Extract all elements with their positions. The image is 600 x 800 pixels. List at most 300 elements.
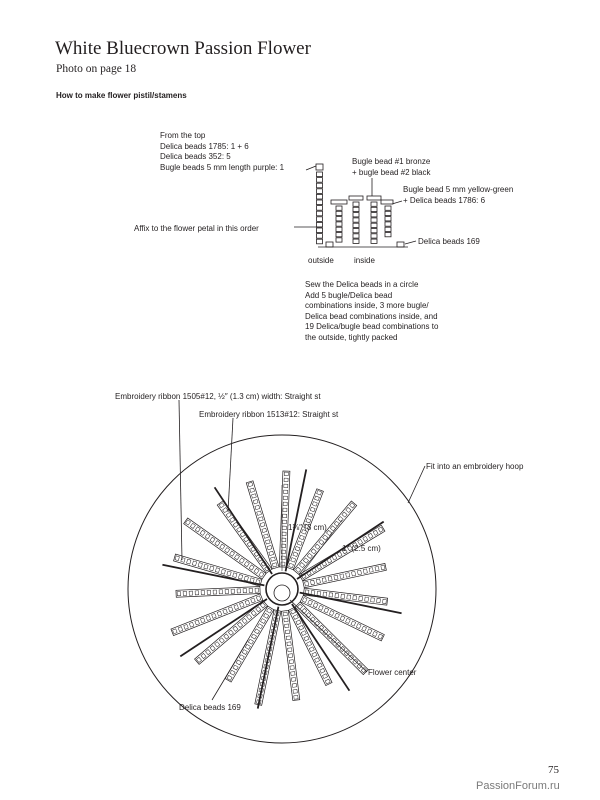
stamen-cap-right [367,196,381,200]
petal-bead [322,674,327,679]
petal-bead [225,589,229,593]
petal-bead [317,591,321,595]
petal-bead [201,591,205,595]
petal-bead [221,569,225,574]
delica169-leader [405,241,416,244]
petal-bead [204,564,208,569]
from-top-line: From the top [160,131,206,140]
petal-bead [230,670,235,675]
petal-bead [287,642,291,646]
petal-bead [184,624,189,629]
petal-bead [307,641,312,646]
petal-bead [257,511,262,515]
bugle1-line2: + bugle bead #2 black [352,167,431,177]
outside-bead [317,234,323,239]
petal-bead [230,551,235,556]
petal-bead [357,570,361,575]
petal-bead [253,499,258,503]
bugle5-line2: + Delica beads 1786: 6 [403,195,486,205]
petal-bead [245,644,250,649]
petal-bead [293,615,298,620]
petal-bead [181,558,185,563]
outside-bead [317,206,323,211]
petal-bead [237,589,241,593]
delica169-flower-label: Delica beads 169 [179,703,241,712]
petal-bead [319,540,324,545]
petal-bead [226,512,231,517]
petal-bead [291,672,295,676]
petal-bead [195,620,200,625]
petal-bead [282,526,286,530]
petal-bead [233,626,238,631]
outside-bead [317,189,323,194]
petal-bead [284,618,288,622]
petal-bead [283,508,287,512]
petal-bead [284,490,288,494]
petal-bead [373,530,378,535]
petal-bead [220,544,225,549]
petal-bead [365,597,369,601]
instructions-line1: Sew the Delica beads in a circle [305,280,419,289]
petal-bead [237,622,242,627]
petal-bead [290,666,294,670]
petal-bead [271,557,276,561]
petal-bead [187,559,191,564]
petal-bead [227,571,231,576]
petal-bead [299,625,304,630]
petal-bead [291,558,296,563]
petal-bead [215,568,219,573]
petal-bead [255,588,259,592]
petal-bead [323,629,328,634]
petal-bead [329,593,333,597]
bead-petal [279,471,290,567]
petal-bead [251,598,256,603]
petal-bead [312,502,317,507]
petal-bead [205,649,210,654]
petal-bead [304,636,309,641]
petal-bead [296,567,301,572]
petal-bead [244,576,248,581]
flower-center-ring [266,573,298,605]
petal-bead [210,537,215,542]
outside-bead [317,194,323,199]
outside-bead [317,222,323,227]
stamen-bead [353,207,359,211]
petal-bead [335,593,339,597]
petal-bead [327,634,332,639]
petal-bead [367,629,372,634]
petal-bead [201,653,206,658]
inside-bead-columns [336,202,391,243]
petal-bead [353,543,358,548]
petal-bead [227,675,232,680]
stamen-bead [336,222,342,226]
petal-bead [243,589,247,593]
petal-bead [347,595,351,599]
petal-bead [295,546,300,551]
petal-bead [267,545,272,549]
petal-bead [189,591,193,595]
inside-label: inside [354,256,375,265]
petal-bead [291,678,295,682]
petal-bead [264,534,269,538]
petal-bead [281,562,285,566]
petal-bead [267,608,272,613]
petal-bead [249,565,254,570]
petal-bead [228,630,233,635]
petal-bead [357,663,362,668]
petal-bead [307,553,312,558]
petal-bead [286,636,290,640]
petal-bead [257,624,262,629]
petal-bead [347,546,352,551]
petal-bead [247,614,252,619]
affix-label: Affix to the flower petal in this order [134,224,259,233]
petal-bead [240,602,245,607]
petal-bead [293,689,297,693]
petal-bead [283,514,287,518]
ribbon-1505-label: Embroidery ribbon 1505#12, ½″ (1.3 cm) width: Straight st [115,392,321,401]
delica-1785-line: Delica beads 1785: 1 + 6 [160,141,249,151]
petal-bead [363,536,368,541]
stamen-bead [385,217,391,221]
stamen-bead [371,218,377,222]
petal-bead [215,541,220,546]
petal-bead [173,629,178,634]
delica-352-line: Delica beads 352: 5 [160,152,231,161]
petal-bead [213,590,217,594]
stamen-bead [385,222,391,226]
petal-bead [330,526,335,531]
petal-bead [322,578,326,583]
stamen-bead [385,227,391,231]
petal-bead [353,596,357,600]
petal-bead [302,597,307,602]
stamen-bead [353,202,359,206]
petal-bead [358,539,363,544]
bead-petal [176,587,260,598]
petal-bead [239,655,244,660]
stamen-bead [385,206,391,210]
ribbon-1505-leader [179,400,182,560]
petal-bead [255,505,260,509]
stamen-bead [353,213,359,217]
stamen-bead [371,213,377,217]
petal-bead [317,490,322,495]
petal-bead [283,496,287,500]
section-heading: How to make flower pistil/stamens [56,91,187,100]
petal-bead [177,592,181,596]
flower-center-label: Flower center [368,668,417,677]
petal-bead [192,561,196,566]
petal-bead [285,630,289,634]
delica169-pistil-label: Delica beads 169 [418,237,480,246]
petal-bead [282,532,286,536]
petal-bead [352,571,356,576]
petal-bead [308,513,313,518]
petal-bead [223,609,228,614]
petal-bead [195,527,200,532]
petal-bead [217,611,222,616]
outside-bead [317,217,323,222]
bugle1-line1: Bugle bead #1 bronze [352,157,431,166]
instructions-line6: the outside, tightly packed [305,332,398,342]
outside-bead [317,211,323,216]
pistil-diagram [294,164,416,247]
stamen-cap-left [331,200,347,204]
petal-bead [269,551,274,555]
petal-bead [260,619,265,624]
flower-diagram [128,400,436,743]
petal-bead [315,658,320,663]
petal-bead [283,502,287,506]
bead-petal [195,601,268,665]
petal-bead [242,650,247,655]
base-bead-outside [326,242,333,247]
petal-bead [378,634,383,639]
petal-bead [371,598,375,602]
petal-bead [249,588,253,592]
stamen-bead [371,207,377,211]
petal-bead [317,663,322,668]
petal-bead [314,496,319,501]
petal-bead [210,646,215,651]
stamen-bead [336,238,342,242]
petal-bead [324,608,329,613]
petal-bead [296,620,301,625]
petal-bead [285,624,289,628]
petal-bead [262,528,267,532]
outside-bead [317,178,323,183]
stamen-bead [353,218,359,222]
outside-bead [317,172,323,177]
petal-bead [248,482,253,486]
petal-bead [198,563,202,568]
petal-bead [313,603,318,608]
petal-bead [302,530,307,535]
instructions-line4: Delica bead combinations inside, and [305,311,438,321]
petal-bead [183,591,187,595]
petal-bead [210,566,214,571]
petal-bead [334,575,338,580]
stamen-bead [353,239,359,243]
dimension-2-5cm-label: 1″ (2.5 cm) [342,544,381,553]
petal-bead [259,572,264,577]
bead-petal [287,489,324,570]
petal-bead [215,642,220,647]
petal-bead [282,538,286,542]
petal-bead [239,558,244,563]
instructions-line2: Add 5 bugle/Delica bead [305,290,393,300]
petal-bead [308,600,313,605]
petal-bead [254,629,259,634]
petal-bead [256,596,261,601]
hoop-label: Fit into an embroidery hoop [426,462,524,471]
petal-bead [231,589,235,593]
stamen-cap-middle [349,196,363,200]
petal-bead [250,488,255,492]
stamen-cap-small [381,200,393,204]
petal-bead [260,522,265,526]
petal-bead [233,573,237,578]
petal-bead [219,638,224,643]
ribbon-1513-leader [228,418,233,512]
outside-label: outside [308,256,334,265]
petal-bead [363,569,367,574]
petal-bead [265,540,270,544]
bugle5-leader [392,201,402,204]
petal-bead [219,590,223,594]
outside-bead [317,228,323,233]
petal-bead [311,549,316,554]
bead-petal [225,606,274,682]
petal-bead [329,611,334,616]
stamen-bead [371,223,377,227]
petal-bead [312,652,317,657]
petal-bead [335,613,340,618]
petal-bead [238,574,242,579]
petal-bead [264,613,269,618]
page-title: White Bluecrown Passion Flower [55,38,311,59]
petal-bead [334,521,339,526]
bugle-purple-line: Bugle beads 5 mm length purple: 1 [160,162,285,172]
petal-bead [340,616,345,621]
petal-bead [378,527,383,532]
petal-bead [244,561,249,566]
stamen-bead [371,229,377,233]
petal-bead [346,573,350,578]
petal-bead [288,648,292,652]
outside-bead [317,200,323,205]
pistil-top-bead [316,164,323,170]
petal-bead [323,535,328,540]
petal-bead [293,552,298,557]
petal-bead [234,605,239,610]
stamen-bead [336,206,342,210]
petal-bead [318,605,323,610]
outside-bead [317,239,323,244]
petal-bead [283,612,287,616]
petal-bead [294,695,298,699]
from-top-leader [306,166,316,170]
petal-bead [292,683,296,687]
stamen-bead [371,234,377,238]
petal-bead [254,568,259,573]
petal-bead [207,590,211,594]
petal-bead [195,591,199,595]
petal-bead [316,579,320,584]
petal-bead [236,660,241,665]
outside-bead-column [317,172,323,244]
petal-bead [299,563,304,568]
stamen-bead [385,233,391,237]
petal-bead [304,524,309,529]
petal-bead [284,472,288,476]
watermark: PassionForum.ru [476,780,560,792]
petal-bead [242,618,247,623]
stamen-bead [371,239,377,243]
petal-bead [377,598,381,602]
petal-bead [251,634,256,639]
petal-bead [190,523,195,528]
petal-bead [351,621,356,626]
stamen-bead [336,217,342,221]
stamen-bead [371,202,377,206]
petal-bead [282,520,286,524]
petal-bead [325,679,330,684]
stamen-bead [353,223,359,227]
stamen-bead [385,211,391,215]
petal-bead [234,554,239,559]
petal-bead [346,507,351,512]
petal-bead [340,574,344,579]
page-number: 75 [548,764,559,776]
petal-bead [341,594,345,598]
petal-bead [345,618,350,623]
petal-bead [297,541,302,546]
petal-bead [309,647,314,652]
stamen-bead [336,233,342,237]
petal-bead [248,639,253,644]
petal-bead [320,668,325,673]
petal-bead [342,512,347,517]
petal-bead [200,618,205,623]
petal-bead [228,607,233,612]
petal-bead [284,484,288,488]
petal-bead [245,600,250,605]
petal-bead [175,556,179,561]
petal-bead [372,631,377,636]
petal-bead [224,634,229,639]
bead-petal [293,501,356,574]
petal-bead [299,535,304,540]
petal-bead [306,518,311,523]
petal-bead [251,494,256,498]
petal-bead [338,517,343,522]
petal-bead [368,533,373,538]
petal-bead [315,544,320,549]
instructions-line3: combinations inside, 3 more bugle/ [305,301,429,310]
stamen-bead [353,229,359,233]
petal-bead [289,660,293,664]
petal-bead [383,599,387,603]
bead-petal-outline [279,471,290,567]
hoop-leader [408,466,425,503]
petal-bead [223,508,228,513]
petal-bead [310,507,315,512]
petal-bead [189,622,194,627]
petal-bead [284,478,288,482]
petal-bead [206,616,211,621]
petal-bead [375,566,379,571]
petal-bead [310,580,314,585]
petal-bead [178,627,183,632]
petal-bead [212,613,217,618]
petal-bead [233,665,238,670]
petal-bead [381,565,385,570]
petal-bead [251,611,256,616]
petal-bead [205,534,210,539]
instructions-line5: 19 Delica/bugle bead combinations to [305,322,439,331]
petal-bead [359,596,363,600]
petal-bead [288,654,292,658]
petal-bead [369,568,373,573]
petal-bead [303,558,308,563]
outside-bead [317,183,323,188]
base-bead-delica169 [397,242,404,247]
petal-bead [297,604,302,609]
